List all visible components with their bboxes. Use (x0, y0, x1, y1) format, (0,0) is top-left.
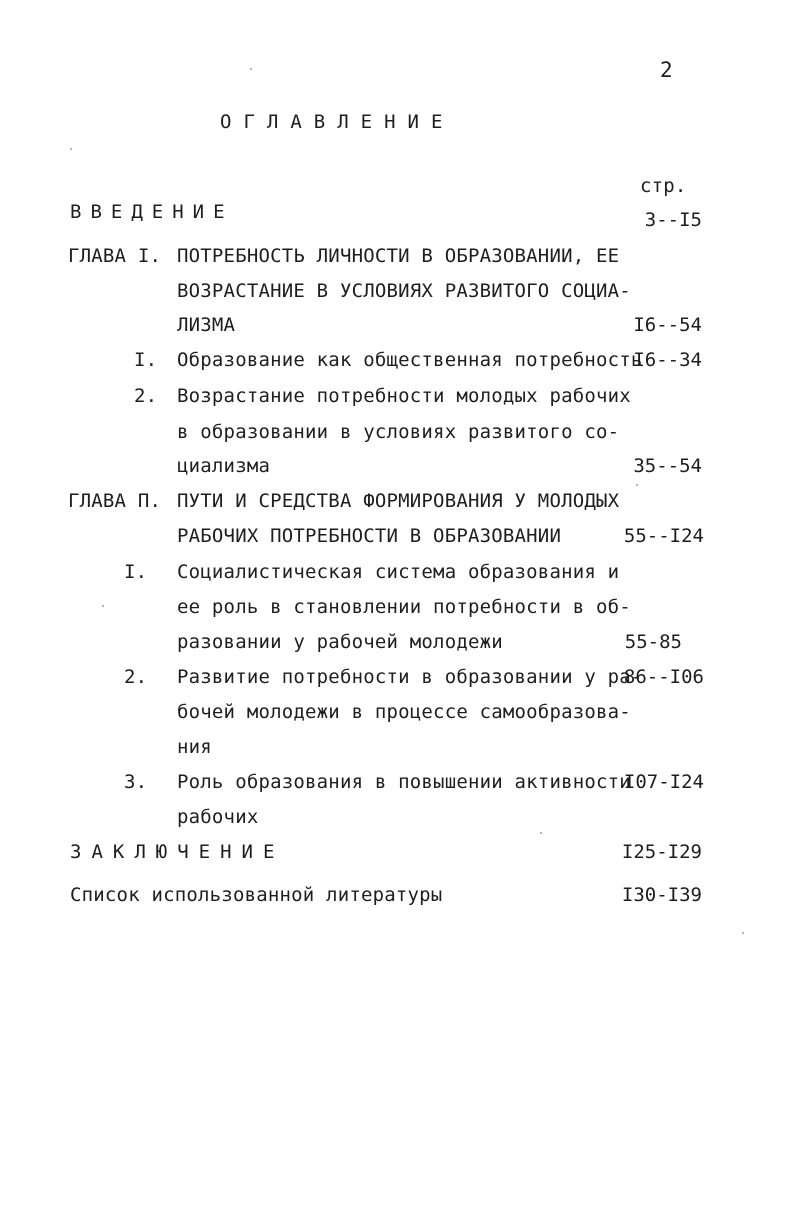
scan-speck (70, 148, 72, 150)
toc-intro-label: ВВЕДЕНИЕ (70, 201, 234, 223)
toc-ch2-s3-num: 3. (124, 771, 148, 793)
toc-ch1-prefix: ГЛАВА I. (68, 245, 162, 267)
toc-ch2-title-line: РАБОЧИХ ПОТРЕБНОСТИ В ОБРАЗОВАНИИ (177, 525, 562, 547)
toc-ch2-s1-line: Социалистическая система образования и (177, 561, 620, 583)
toc-intro-pages: 3--I5 (644, 209, 702, 231)
toc-ch1-s2-line: в образовании в условиях развитого со- (177, 421, 620, 443)
toc-ch2-s1-num: I. (124, 561, 148, 583)
scan-speck (742, 932, 744, 934)
toc-ch1-s2-line: циализма (177, 455, 271, 477)
toc-ch1-title-line: ВОЗРАСТАНИЕ В УСЛОВИЯХ РАЗВИТОГО СОЦИА- (177, 280, 631, 302)
toc-ch1-s2-num: 2. (134, 385, 158, 407)
page-column-header: стр. (640, 175, 687, 197)
scan-speck (250, 68, 252, 70)
toc-ch1-s1-num: I. (134, 349, 158, 371)
toc-ch1-s2-pages: 35--54 (633, 455, 702, 477)
toc-ch2-s2-num: 2. (124, 666, 148, 688)
toc-ch2-title-line: ПУТИ И СРЕДСТВА ФОРМИРОВАНИЯ У МОЛОДЫХ (177, 490, 620, 512)
toc-ch1-title-line: ПОТРЕБНОСТЬ ЛИЧНОСТИ В ОБРАЗОВАНИИ, ЕЕ (177, 245, 620, 267)
toc-bibliography-label: Список использованной литературы (70, 884, 443, 906)
toc-ch1-title-line: ЛИЗМА (177, 314, 236, 336)
toc-ch2-s2-line: ния (177, 736, 212, 758)
scan-speck (636, 484, 638, 486)
toc-conclusion-pages: I25-I29 (621, 841, 702, 863)
page-title: ОГЛАВЛЕНИЕ (220, 111, 455, 133)
toc-ch2-s1-pages: 55-85 (624, 631, 682, 653)
toc-ch2-s2-line: Развитие потребности в образовании у ра- (177, 666, 643, 688)
toc-ch1-s1-pages: I6--34 (633, 349, 702, 371)
toc-ch2-s3-line: рабочих (177, 806, 259, 828)
toc-ch2-s3-line: Роль образования в повышении активности (177, 771, 631, 793)
toc-ch2-s2-line: бочей молодежи в процессе самообразова- (177, 701, 631, 723)
toc-ch2-s1-line: ее роль в становлении потребности в об- (177, 596, 631, 618)
toc-conclusion-label: ЗАКЛЮЧЕНИЕ (70, 841, 285, 863)
toc-ch1-s1-line: Образование как общественная потребность (177, 349, 643, 371)
toc-ch2-s3-pages: I07-I24 (623, 771, 704, 793)
toc-ch2-prefix: ГЛАВА П. (68, 490, 162, 512)
toc-ch2-s1-line: разовании у рабочей молодежи (177, 631, 503, 653)
scan-speck (540, 832, 542, 834)
toc-ch2-s2-pages: 86--I06 (623, 666, 704, 688)
page-number: 2 (660, 58, 673, 82)
scan-speck (102, 605, 104, 607)
toc-bibliography-pages: I30-I39 (621, 884, 702, 906)
toc-ch1-pages: I6--54 (633, 314, 702, 336)
toc-ch1-s2-line: Возрастание потребности молодых рабочих (177, 385, 631, 407)
toc-ch2-pages: 55--I24 (623, 525, 704, 547)
